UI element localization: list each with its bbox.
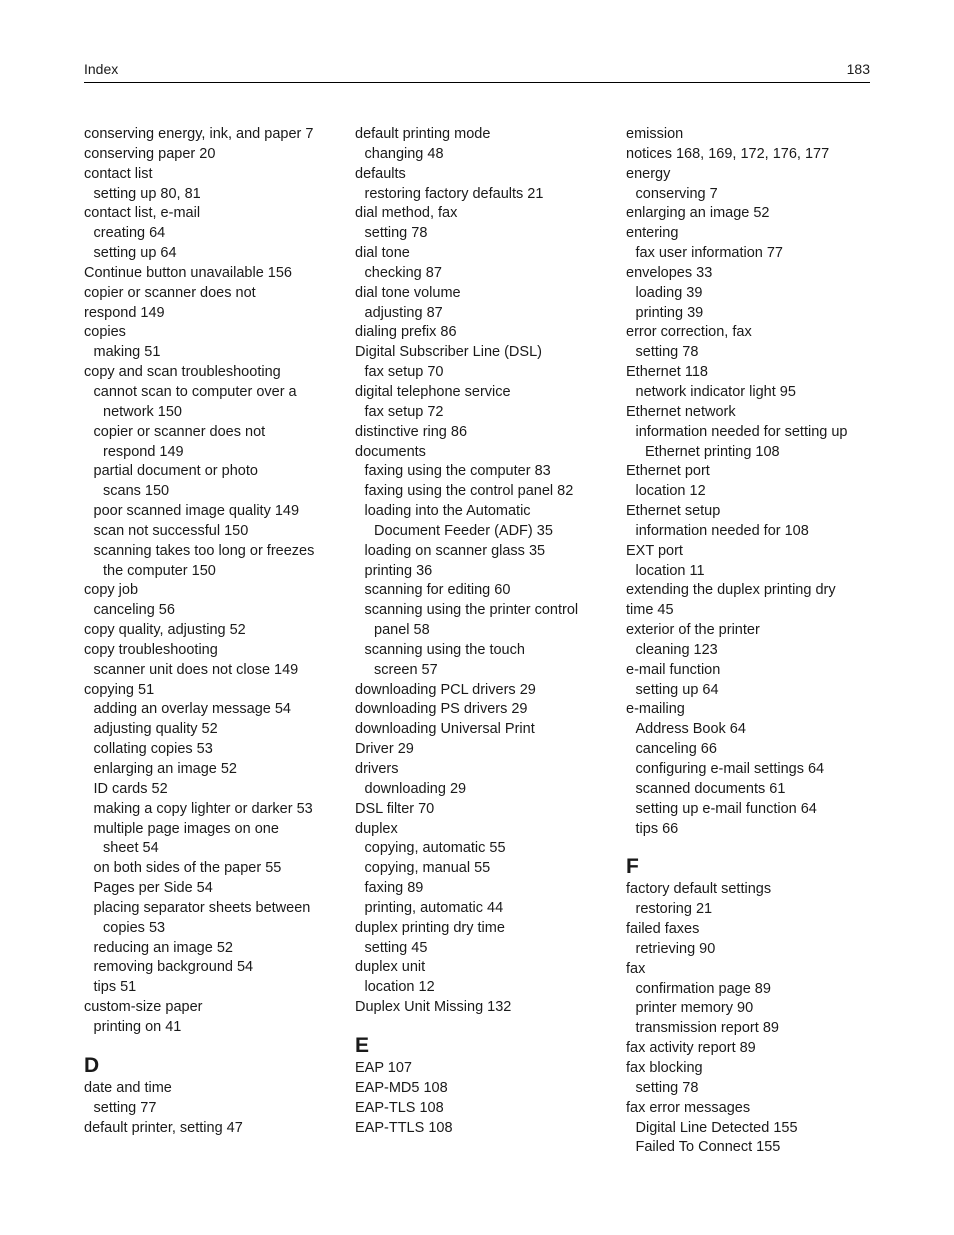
index-subentry: scanning using the printer control <box>364 602 579 619</box>
index-subentry: making 51 <box>93 344 161 361</box>
index-subentry: fax setup 70 <box>364 364 444 381</box>
index-entry: Ethernet setup <box>626 503 721 520</box>
index-subentry: information needed for 108 <box>635 522 809 539</box>
index-subentry: printing 39 <box>635 304 704 321</box>
index-subentry: restoring 21 <box>635 901 713 918</box>
index-entry: conserving paper 20 <box>84 145 216 162</box>
index-entry: fax error messages <box>626 1099 751 1116</box>
index-subentry: adjusting quality 52 <box>93 721 218 738</box>
index-subentry: Digital Line Detected 155 <box>635 1119 798 1136</box>
index-entry: EAP-TTLS 108 <box>355 1119 453 1136</box>
index-subentry: location 12 <box>635 483 706 500</box>
index-entry: EAP-MD5 108 <box>355 1079 448 1096</box>
index-entry: e-mail function <box>626 661 721 678</box>
index-subentry: setting up 64 <box>635 681 719 698</box>
index-subentry: confirmation page 89 <box>635 980 771 997</box>
index-subentry: Address Book 64 <box>635 721 746 738</box>
index-subentry: scanner unit does not close 149 <box>93 661 299 678</box>
index-entry: fax <box>626 960 646 977</box>
index-entry: duplex <box>355 820 398 837</box>
index-subentry: loading 39 <box>635 284 703 301</box>
index-subentry: setting up 64 <box>93 245 177 262</box>
index-entry: dial tone volume <box>355 284 461 301</box>
index-entry: respond 149 <box>84 304 165 321</box>
index-entry: copies <box>84 324 126 341</box>
index-subentry: changing 48 <box>364 145 444 162</box>
index-subentry: setting 77 <box>93 1099 157 1116</box>
index-entry: error correction, fax <box>626 324 752 341</box>
index-subentry: adding an overlay message 54 <box>93 701 291 718</box>
index-entry: downloading PS drivers 29 <box>355 701 528 718</box>
index-subentry: loading on scanner glass 35 <box>364 542 546 559</box>
index-entry: downloading Universal Print <box>355 721 535 738</box>
index-subentry: adjusting 87 <box>364 304 443 321</box>
index-subentry: copier or scanner does not <box>93 423 266 440</box>
index-entry: dial method, fax <box>355 205 458 222</box>
index-entry: envelopes 33 <box>626 264 713 281</box>
index-entry: dial tone <box>355 245 410 262</box>
index-entry: EAP-TLS 108 <box>355 1099 444 1116</box>
index-entry: Ethernet port <box>626 463 710 480</box>
index-entry: Driver 29 <box>355 741 414 758</box>
index-subentry: copies 53 <box>103 919 166 936</box>
index-subentry: collating copies 53 <box>93 741 213 758</box>
index-entry: custom-size paper <box>84 999 203 1016</box>
index-entry: duplex unit <box>355 959 426 976</box>
index-entry: Ethernet 118 <box>626 364 708 381</box>
index-entry: default printing mode <box>355 126 491 142</box>
index-subentry: faxing using the computer 83 <box>364 463 551 480</box>
index-entry: failed faxes <box>626 921 700 938</box>
index-subentry: retrieving 90 <box>635 940 716 957</box>
index-entry: copier or scanner does not <box>84 284 256 301</box>
index-subentry: the computer 150 <box>103 562 216 579</box>
index-subentry: Document Feeder (ADF) 35 <box>374 522 553 539</box>
index-entry: contact list <box>84 165 153 182</box>
index-subentry: scans 150 <box>103 483 170 500</box>
index-entry: conserving energy, ink, and paper 7 <box>84 126 314 142</box>
index-entry: EXT port <box>626 542 683 559</box>
index-entry: documents <box>355 443 426 460</box>
index-subentry: copying, manual 55 <box>364 860 491 877</box>
index-subentry: network 150 <box>103 403 182 420</box>
index-entry: notices 168, 169, 172, 176, 177 <box>626 145 830 162</box>
index-entry: energy <box>626 165 671 182</box>
index-subentry: setting 78 <box>635 344 699 361</box>
index-entry: time 45 <box>626 602 674 619</box>
index-entry: EAP 107 <box>355 1059 412 1076</box>
index-entry: Ethernet network <box>626 403 736 420</box>
index-subentry: reducing an image 52 <box>93 939 233 956</box>
header-section-title: Index <box>84 61 119 77</box>
index-entry: enlarging an image 52 <box>626 205 770 222</box>
index-subentry: sheet 54 <box>103 840 159 857</box>
index-subentry: transmission report 89 <box>635 1020 779 1037</box>
index-entry: DSL filter 70 <box>355 800 435 817</box>
index-subentry: configuring e-mail settings 64 <box>635 761 825 777</box>
index-subentry: fax setup 72 <box>364 403 444 420</box>
index-subentry: printing on 41 <box>93 1018 182 1035</box>
index-subentry: multiple page images on one <box>93 820 279 837</box>
index-entry: fax activity report 89 <box>626 1040 756 1057</box>
index-subentry: scan not successful 150 <box>93 522 249 539</box>
index-column-3 <box>626 125 888 1158</box>
index-entry: distinctive ring 86 <box>355 423 468 440</box>
index-entry: duplex printing dry time <box>355 919 505 936</box>
index-subentry: ID cards 52 <box>93 780 168 797</box>
index-entry: Digital Subscriber Line (DSL) <box>355 344 542 361</box>
index-entry: copy quality, adjusting 52 <box>84 622 246 639</box>
index-subentry: Failed To Connect 155 <box>635 1139 781 1156</box>
index-subentry: cannot scan to computer over a <box>93 383 297 400</box>
index-entry: entering <box>626 225 679 242</box>
index-subentry: faxing 89 <box>364 880 424 897</box>
index-column-1 <box>84 125 346 1138</box>
index-entry: contact list, e-mail <box>84 205 201 222</box>
index-section-letter: E <box>355 1033 370 1057</box>
index-section-letter: D <box>84 1053 100 1077</box>
index-subentry: screen 57 <box>374 661 438 678</box>
index-subentry: restoring factory defaults 21 <box>364 185 544 202</box>
index-entry: Duplex Unit Missing 132 <box>355 999 512 1016</box>
index-section-letter: F <box>626 855 639 879</box>
index-entry: copy job <box>84 582 139 599</box>
index-entry: downloading PCL drivers 29 <box>355 681 536 698</box>
index-subentry: Ethernet printing 108 <box>645 443 780 460</box>
index-subentry: canceling 56 <box>93 602 175 619</box>
index-subentry: partial document or photo <box>93 463 258 480</box>
index-subentry: checking 87 <box>364 264 442 281</box>
index-subentry: placing separator sheets between <box>93 899 311 916</box>
index-subentry: printer memory 90 <box>635 1000 754 1017</box>
index-subentry: setting up e-mail function 64 <box>635 800 817 817</box>
index-subentry: fax user information 77 <box>635 245 783 262</box>
index-subentry: information needed for setting up <box>635 423 848 440</box>
index-subentry: Pages per Side 54 <box>93 880 213 897</box>
index-entry: e-mailing <box>626 701 685 718</box>
index-subentry: setting 78 <box>364 225 428 242</box>
index-subentry: scanning for editing 60 <box>364 582 511 599</box>
index-subentry: setting up 80, 81 <box>93 185 201 202</box>
index-subentry: removing background 54 <box>93 959 254 976</box>
index-subentry: printing 36 <box>364 562 433 579</box>
index-entry: copying 51 <box>84 681 155 698</box>
index-entry: emission <box>626 126 684 142</box>
index-subentry: enlarging an image 52 <box>93 761 237 777</box>
index-subentry: making a copy lighter or darker 53 <box>93 800 313 817</box>
index-subentry: location 11 <box>635 562 705 579</box>
index-entry: exterior of the printer <box>626 622 760 639</box>
page-number: 183 <box>846 61 870 77</box>
index-subentry: creating 64 <box>93 225 166 242</box>
index-subentry: on both sides of the paper 55 <box>93 860 282 877</box>
index-subentry: conserving 7 <box>635 185 718 202</box>
index-entry: Continue button unavailable 156 <box>84 264 292 281</box>
index-entry: extending the duplex printing dry <box>626 582 836 599</box>
index-entry: default printer, setting 47 <box>84 1119 243 1136</box>
index-entry: defaults <box>355 165 406 182</box>
index-entry: copy troubleshooting <box>84 641 218 658</box>
index-column-2 <box>355 125 617 1138</box>
index-subentry: tips 51 <box>93 979 137 996</box>
index-entry: factory default settings <box>626 881 772 898</box>
index-subentry: scanned documents 61 <box>635 780 786 797</box>
index-subentry: setting 78 <box>635 1079 699 1096</box>
index-subentry: canceling 66 <box>635 741 717 758</box>
index-entry: digital telephone service <box>355 383 511 400</box>
index-subentry: scanning takes too long or freezes <box>93 542 315 559</box>
index-subentry: scanning using the touch <box>364 641 525 658</box>
index-subentry: downloading 29 <box>364 780 467 797</box>
index-subentry: cleaning 123 <box>635 641 718 658</box>
index-entry: fax blocking <box>626 1059 703 1076</box>
index-subentry: poor scanned image quality 149 <box>93 503 300 520</box>
index-subentry: panel 58 <box>374 622 430 639</box>
index-subentry: copying, automatic 55 <box>364 840 506 857</box>
index-entry: drivers <box>355 761 399 777</box>
index-subentry: network indicator light 95 <box>635 383 796 400</box>
index-subentry: faxing using the control panel 82 <box>364 483 574 500</box>
index-subentry: printing, automatic 44 <box>364 899 504 916</box>
index-entry: copy and scan troubleshooting <box>84 364 281 381</box>
index-subentry: location 12 <box>364 979 435 996</box>
index-subentry: loading into the Automatic <box>364 503 531 520</box>
index-entry: date and time <box>84 1079 172 1096</box>
index-entry: dialing prefix 86 <box>355 324 457 341</box>
index-subentry: tips 66 <box>635 820 679 837</box>
page-header <box>84 60 870 83</box>
index-subentry: respond 149 <box>103 443 184 460</box>
index-subentry: setting 45 <box>364 939 428 956</box>
